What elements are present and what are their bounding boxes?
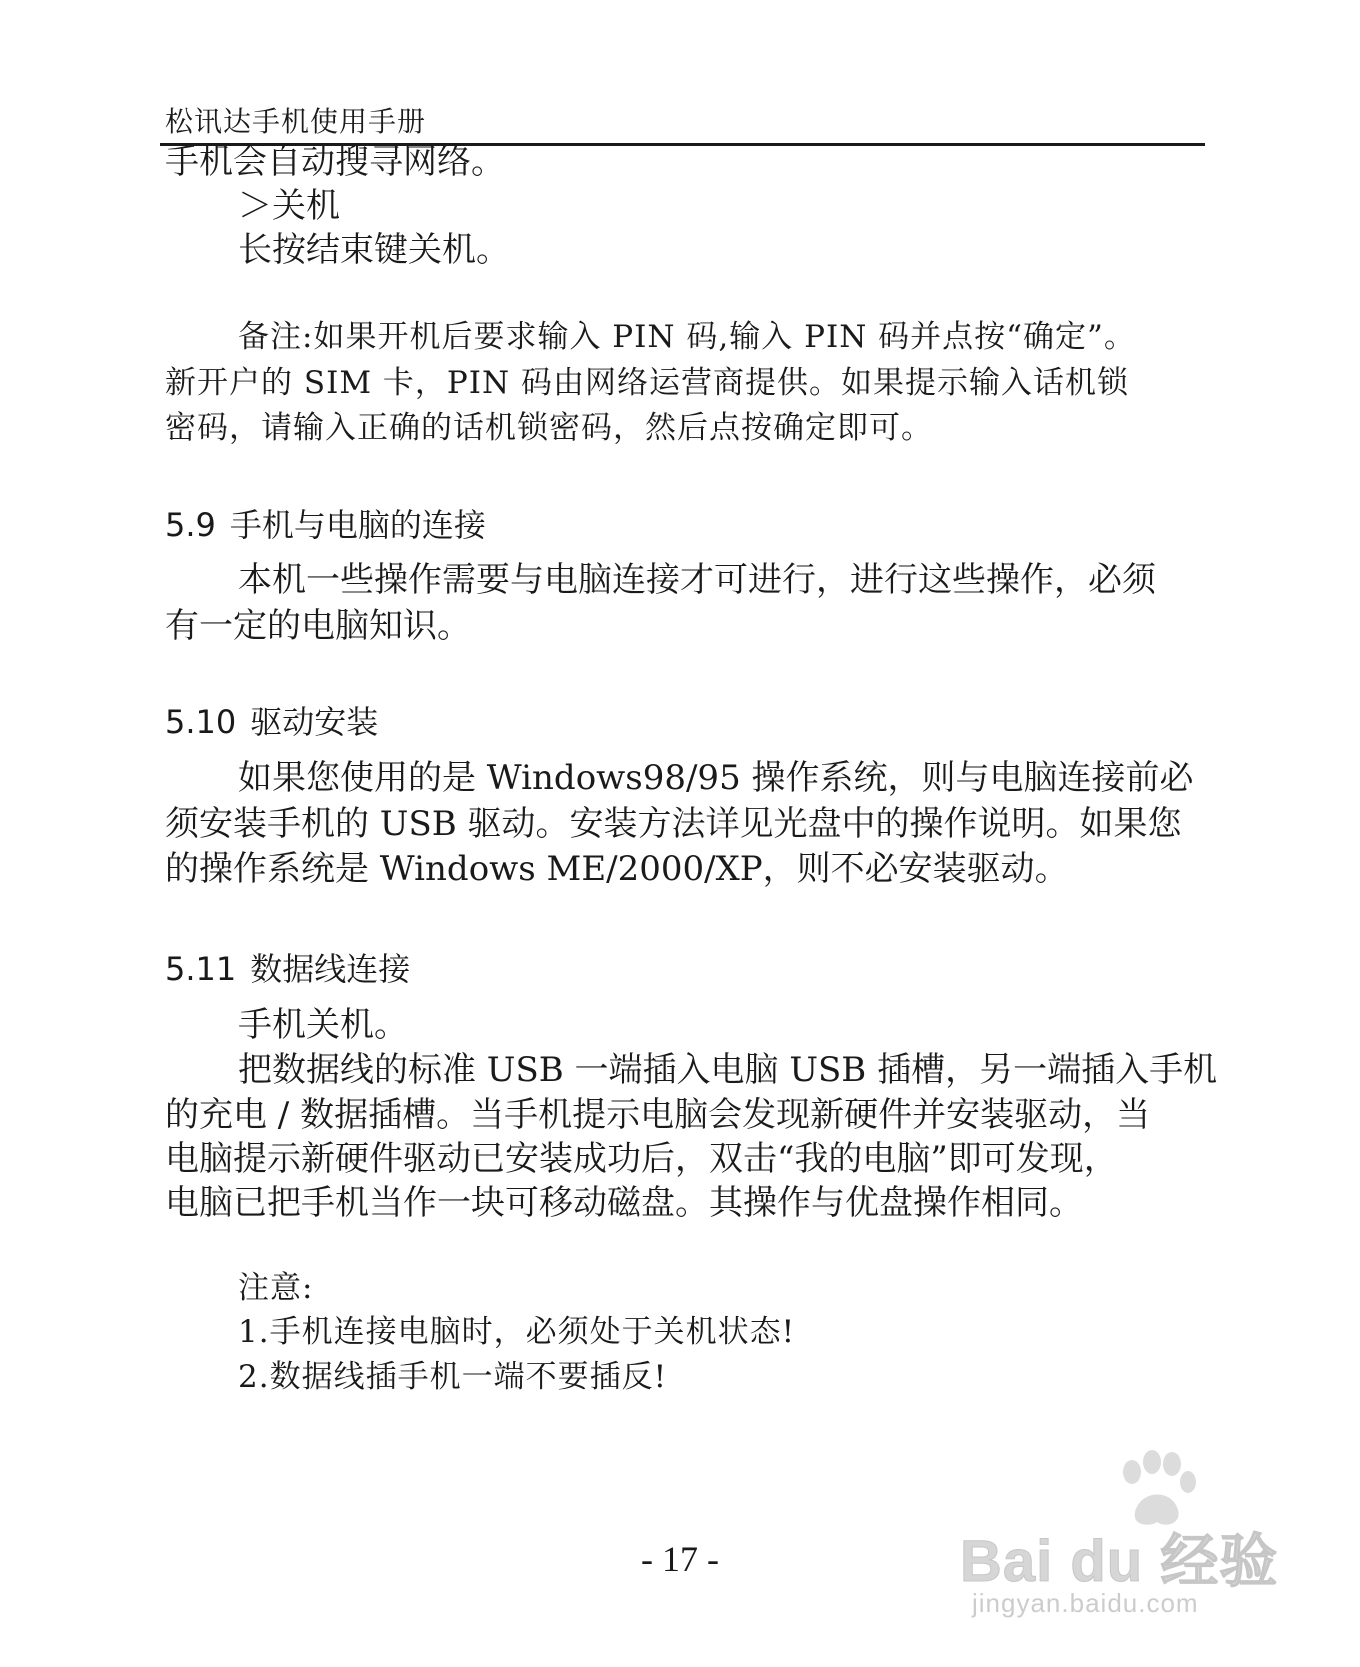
section-5-9-line-2: 有一定的电脑知识。 <box>165 606 471 646</box>
section-5-9-number: 5.9 <box>165 506 216 544</box>
section-5-11-number: 5.11 <box>165 950 237 988</box>
section-5-11-line-4: 电脑提示新硬件驱动已安装成功后，双击“我的电脑”即可发现， <box>165 1139 1118 1179</box>
caution-item-2: 2.数据线插手机一端不要插反! <box>238 1359 668 1395</box>
poweroff-label: ＞关机 <box>238 186 340 226</box>
section-5-9-line-1: 本机一些操作需要与电脑连接才可进行，进行这些操作，必须 <box>238 560 1156 600</box>
section-5-10-line-1: 如果您使用的是 Windows98/95 操作系统，则与电脑连接前必 <box>238 758 1194 798</box>
section-5-11-line-2: 把数据线的标准 USB 一端插入电脑 USB 插槽，另一端插入手机 <box>238 1050 1218 1090</box>
section-5-10-heading <box>165 703 379 741</box>
section-5-9-title: 手机与电脑的连接 <box>229 506 486 544</box>
baidu-jingyan-watermark <box>960 1450 1280 1640</box>
section-5-9-heading <box>165 506 486 544</box>
header-title: 松讯达手机使用手册 <box>165 105 427 138</box>
page-number: - 17 - <box>641 1539 719 1579</box>
note-line-1: 备注:如果开机后要求输入 PIN 码,输入 PIN 码并点按“确定”。 <box>238 319 1136 355</box>
note-line-3: 密码，请输入正确的话机锁密码，然后点按确定即可。 <box>165 410 933 446</box>
section-5-10-title: 驱动安装 <box>250 703 379 741</box>
watermark-url: jingyan.baidu.com <box>972 1588 1199 1618</box>
note-line-2: 新开户的 SIM 卡，PIN 码由网络运营商提供。如果提示输入话机锁 <box>165 365 1130 401</box>
caution-title: 注意: <box>238 1270 314 1306</box>
section-5-10-line-3: 的操作系统是 Windows ME/2000/XP，则不必安装驱动。 <box>165 849 1069 889</box>
section-5-11-line-3: 的充电 / 数据插槽。当手机提示电脑会发现新硬件并安装驱动，当 <box>165 1095 1151 1135</box>
section-5-11-line-1: 手机关机。 <box>238 1005 408 1045</box>
section-5-11-line-5: 电脑已把手机当作一块可移动磁盘。其操作与优盘操作相同。 <box>165 1183 1083 1223</box>
section-5-10-number: 5.10 <box>165 703 237 741</box>
section-5-11-title: 数据线连接 <box>250 950 411 988</box>
intro-line-1: 手机会自动搜寻网络。 <box>165 142 505 182</box>
caution-item-1: 1.手机连接电脑时，必须处于关机状态! <box>238 1314 796 1350</box>
section-5-11-heading <box>165 950 411 988</box>
section-5-10-line-2: 须安装手机的 USB 驱动。安装方法详见光盘中的操作说明。如果您 <box>165 804 1182 844</box>
watermark-brand: Bai du 经验 <box>960 1529 1279 1594</box>
poweroff-text: 长按结束键关机。 <box>238 230 510 270</box>
